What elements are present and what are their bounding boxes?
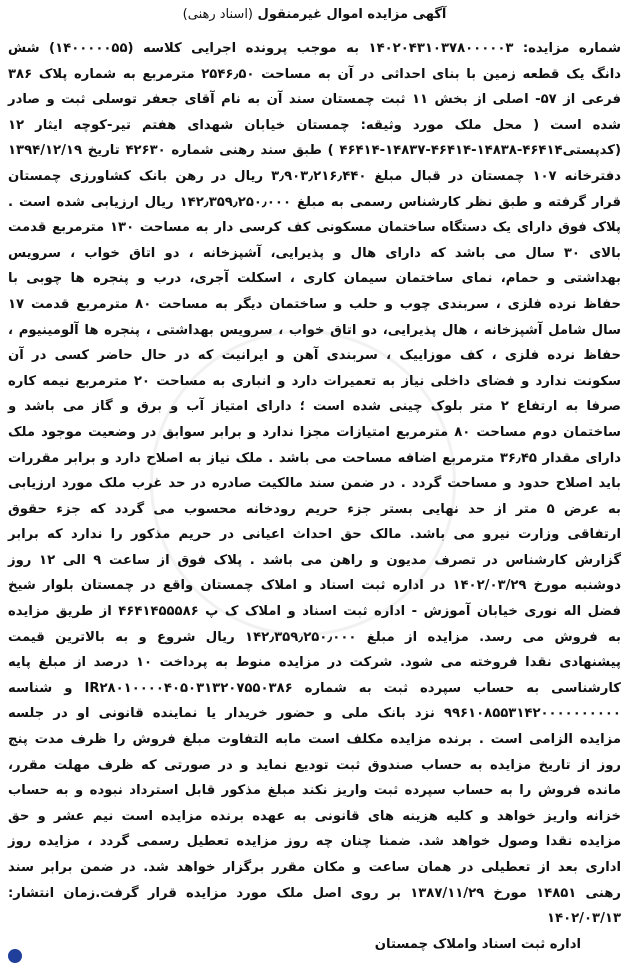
- notice-title: آگهی مزایده اموال غیرمنقول: [257, 7, 447, 22]
- auction-notice: [8, 4, 621, 963]
- notice-signature: اداره ثبت اسناد واملاک چمستان: [374, 936, 581, 952]
- notice-body: شماره مزایده: ۱۴۰۲۰۴۳۱۰۳۷۸۰۰۰۰۰۳ به موجب پرونده اجرایی کلاسه (۱۴۰۰۰۰۰۵۵) شش دانگ یک قطعه زمین با بنای احداثی در آن به مساحت ۲۵۴۶٫۵۰ مترمربع به شماره پلاک ۳۸۶ فرعی از ۵۷- اصلی از بخش ۱۱ ثبت چمستان سند آن به نام آقای جعفر توسلی ثبت و صادر شده است ( محل ملک مورد وثیقه: چمستان خیابان شهدای هفتم تیر-کوچه ایثار ۱۲ (کدپستی۴۶۴۱۴-۱۴۸۳۸-۴۶۴۱۴-۱۴۸۳۷-۴۶۴۱۴ ) طبق سند رهنی شماره ۴۲۶۳۰ تاریخ ۱۳۹۴/۱۲/۱۹ دفترخانه ۱۰۷ چمستان در قبال مبلغ ۳٫۹۰۳٫۲۱۶٫۴۴۰ ریال در رهن بانک کشاورزی چمستان قرار گرفته و طبق نظر کارشناس رسمی به مبلغ ۱۴۲٫۳۵۹٫۲۵۰٫۰۰۰ ریال ارزیابی شده است . پلاک فوق دارای یک دستگاه ساختمان مسکونی کف کرسی دار به مساحت ۱۳۰ مترمربع قدمت بالای ۳۰ سال می باشد که دارای هال و پذیرایی، آشپزخانه ، دو اتاق خواب ، سرویس بهداشتی و حمام، نمای ساختمان سیمان کاری ، اسکلت آجری، درب و پنجره ها چوبی با حفاظ نرده فلزی ، سربندی چوب و حلب و ساختمان دیگر به مساحت ۸۰ مترمربع قدمت ۱۷ سال شامل آشپزخانه ، هال پذیرایی، دو اتاق خواب ، سرویس بهداشتی ، پنجره ها آلومینیوم ، حفاظ نرده فلزی ، کف موزاییک ، سربندی آهن و ایرانیت که در حال حاضر کسی در آن سکونت ندارد و فضای داخلی نیاز به تعمیرات دارد و انباری به مساحت ۲۰ مترمربع نیمه کاره صرفا به ارتفاع ۲ متر بلوک چینی شده است ؛ دارای امتیاز آب و برق و گاز می باشد و ساختمان دوم مساحت ۸۰ مترمربع امتیازات مجزا ندارد و برابر سوابق در وضعیت موجود ملک دارای مقدار ۳۶٫۴۵ مترمربع اضافه مساحت می باشد . ملک نیاز به اصلاح دارد و برابر مقررات باید اصلاح حدود و مساحت گردد . در ضمن سند مالکیت صادره در حد غرب ملک مورد ارزیابی به عرض ۵ متر از حد نهایی بستر جزء حریم رودخانه محسوب می گردد که جزء حقوق ارتفاقی وزارت نیرو می باشد. مالک حق احداث اعیانی در حریم مذکور را ندارد که برابر گزارش کارشناس در تصرف مدیون و راهن می باشد . پلاک فوق از ساعت ۹ الی ۱۲ روز دوشنبه مورخ ۱۴۰۲/۰۳/۲۹ در اداره ثبت اسناد و املاک چمستان واقع در چمستان بلوار شیخ فضل اله نوری خیابان آموزش - اداره ثبت اسناد و املاک ک پ ۴۶۴۱۴۵۵۵۸۶ از طریق مزایده به فروش می رسد. مزایده از مبلغ ۱۴۲٫۳۵۹٫۲۵۰٫۰۰۰ ریال شروع و به بالاترین قیمت پیشنهادی نقدا فروخته می شود. شرکت در مزایده منوط به پرداخت ۱۰ درصد از مبلغ پایه کارشناسی به حساب سپرده ثبت به شماره IR۲۸۰۱۰۰۰۰۴۰۵۰۳۱۳۲۰۷۵۵۰۳۸۶ و شناسه ۹۹۶۱۰۸۵۵۳۱۴۲۰۰۰۰۰۰۰۰۰۰ نزد بانک ملی و حضور خریدار یا نماینده قانونی او در جلسه مزایده الزامی است . برنده مزایده مکلف است مابه التفاوت مبلغ فروش را ظرف مدت پنج روز از تاریخ مزایده به حساب صندوق ثبت تودیع نماید و در صورتی که ظرف مهلت مقرر، مانده فروش را به حساب سپرده ثبت واریز نکند مبلغ مذکور قابل استرداد نبوده و به حساب خزانه واریز خواهد و کلیه هزینه های قانونی به عهده برنده مزایده است نیم عشر و حق مزایده نقدا وصول خواهد شد. ضمنا چنان چه روز مزایده تعطیل رسمی گردد ، مزایده روز اداری بعد از تعطیلی در همان ساعت و مکان مقرر برگزار خواهد شد. در ضمن برابر سند رهنی ۱۴۸۵۱ مورخ ۱۳۸۷/۱۱/۲۹ بر روی اصل ملک مورد مزایده قرار گرفت.زمان انتشار: ۱۴۰۲/۰۳/۱۳: [8, 41, 622, 927]
- notice-subtitle: (اسناد رهنی): [182, 7, 254, 22]
- notice-header: [8, 4, 621, 26]
- corner-mark-icon: [8, 949, 22, 963]
